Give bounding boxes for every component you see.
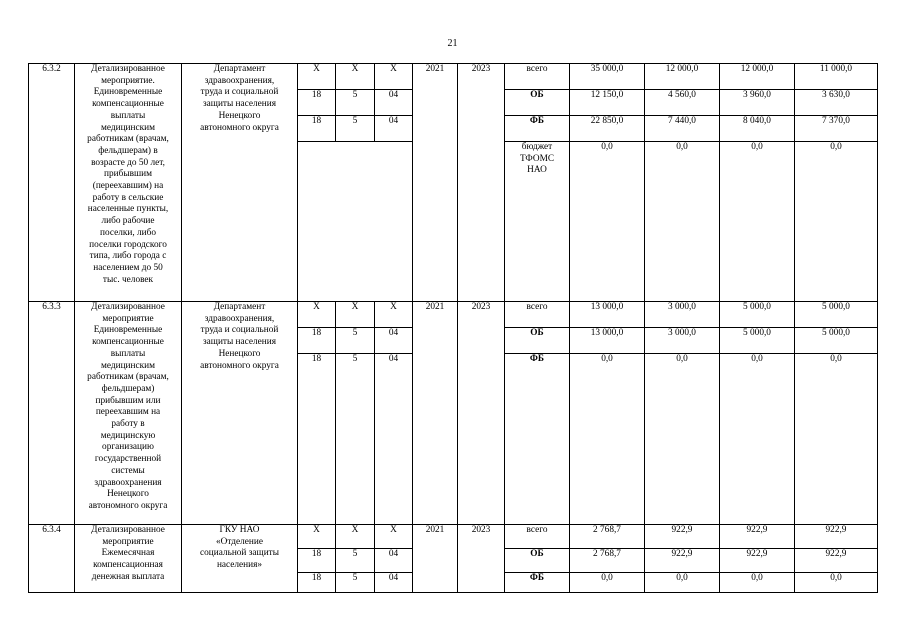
code-cell-empty <box>298 142 413 302</box>
funding-source: всего <box>505 525 570 549</box>
amount-total: 0,0 <box>570 573 645 593</box>
amount-2022: 0,0 <box>720 573 795 593</box>
year-end: 2023 <box>458 525 505 593</box>
amount-2021: 0,0 <box>645 573 720 593</box>
amount-2022: 922,9 <box>720 549 795 573</box>
code-cell: 18 <box>298 328 336 354</box>
amount-total: 12 150,0 <box>570 90 645 116</box>
responsible-executor: Департамент здравоохранения, труда и социальной защиты населения Ненецкого автономного округа <box>182 302 298 525</box>
code-cell: 18 <box>298 549 336 573</box>
table-row <box>29 525 878 549</box>
table-row <box>29 302 878 328</box>
code-cell: Х <box>336 64 375 90</box>
code-cell: 5 <box>336 573 375 593</box>
code-cell: Х <box>298 64 336 90</box>
amount-2023: 5 000,0 <box>795 302 878 328</box>
program-table <box>28 63 878 593</box>
amount-2022: 0,0 <box>720 354 795 525</box>
code-cell: Х <box>298 525 336 549</box>
code-cell: 18 <box>298 573 336 593</box>
code-cell: Х <box>336 302 375 328</box>
code-cell: 18 <box>298 90 336 116</box>
measure-description: Детализированное мероприятие Ежемесячная компенсационная денежная выплата <box>75 525 182 593</box>
amount-total: 2 768,7 <box>570 525 645 549</box>
amount-2023: 0,0 <box>795 142 878 302</box>
amount-total: 0,0 <box>570 354 645 525</box>
amount-2022: 5 000,0 <box>720 328 795 354</box>
amount-2023: 11 000,0 <box>795 64 878 90</box>
amount-total: 22 850,0 <box>570 116 645 142</box>
row-number: 6.3.4 <box>29 525 75 593</box>
amount-2021: 3 000,0 <box>645 328 720 354</box>
amount-2023: 922,9 <box>795 549 878 573</box>
year-start: 2021 <box>413 525 458 593</box>
row-number: 6.3.2 <box>29 64 75 302</box>
amount-2023: 3 630,0 <box>795 90 878 116</box>
row-number: 6.3.3 <box>29 302 75 525</box>
amount-2021: 3 000,0 <box>645 302 720 328</box>
code-cell: 5 <box>336 116 375 142</box>
code-cell: 18 <box>298 354 336 525</box>
funding-source: ФБ <box>505 354 570 525</box>
funding-source: бюджет ТФОМС НАО <box>505 142 570 302</box>
code-cell: 04 <box>375 116 413 142</box>
amount-2022: 5 000,0 <box>720 302 795 328</box>
code-cell: 04 <box>375 549 413 573</box>
year-start: 2021 <box>413 64 458 302</box>
amount-total: 35 000,0 <box>570 64 645 90</box>
code-cell: 5 <box>336 90 375 116</box>
code-cell: 5 <box>336 354 375 525</box>
funding-source: ОБ <box>505 90 570 116</box>
code-cell: Х <box>375 64 413 90</box>
amount-2023: 922,9 <box>795 525 878 549</box>
funding-source: всего <box>505 302 570 328</box>
code-cell: 04 <box>375 328 413 354</box>
funding-source: ОБ <box>505 549 570 573</box>
year-end: 2023 <box>458 302 505 525</box>
amount-total: 13 000,0 <box>570 302 645 328</box>
code-cell: 18 <box>298 116 336 142</box>
amount-2021: 7 440,0 <box>645 116 720 142</box>
amount-2021: 0,0 <box>645 354 720 525</box>
code-cell: Х <box>375 302 413 328</box>
code-cell: 04 <box>375 573 413 593</box>
table-row <box>29 64 878 90</box>
amount-2023: 0,0 <box>795 354 878 525</box>
amount-2023: 7 370,0 <box>795 116 878 142</box>
amount-2022: 0,0 <box>720 142 795 302</box>
amount-2022: 922,9 <box>720 525 795 549</box>
code-cell: Х <box>298 302 336 328</box>
code-cell: Х <box>375 525 413 549</box>
code-cell: 04 <box>375 354 413 525</box>
amount-2021: 922,9 <box>645 525 720 549</box>
amount-total: 2 768,7 <box>570 549 645 573</box>
amount-2022: 8 040,0 <box>720 116 795 142</box>
amount-2023: 0,0 <box>795 573 878 593</box>
responsible-executor: ГКУ НАО «Отделение социальной защиты населения» <box>182 525 298 593</box>
code-cell: Х <box>336 525 375 549</box>
code-cell: 5 <box>336 549 375 573</box>
amount-2021: 12 000,0 <box>645 64 720 90</box>
amount-2021: 4 560,0 <box>645 90 720 116</box>
funding-source: ОБ <box>505 328 570 354</box>
amount-2021: 0,0 <box>645 142 720 302</box>
amount-2021: 922,9 <box>645 549 720 573</box>
responsible-executor: Департамент здравоохранения, труда и социальной защиты населения Ненецкого автономного округа <box>182 64 298 302</box>
year-start: 2021 <box>413 302 458 525</box>
funding-source: ФБ <box>505 573 570 593</box>
amount-total: 13 000,0 <box>570 328 645 354</box>
amount-total: 0,0 <box>570 142 645 302</box>
amount-2022: 3 960,0 <box>720 90 795 116</box>
funding-source: всего <box>505 64 570 90</box>
year-end: 2023 <box>458 64 505 302</box>
code-cell: 04 <box>375 90 413 116</box>
funding-source: ФБ <box>505 116 570 142</box>
measure-description: Детализированное мероприятие Единовременные компенсационные выплаты медицинским работникам (врачам, фельдшерам) прибывшим или переехавшим на работу в медицинскую организацию государственной системы здравоохранения Ненецкого автономного округа <box>75 302 182 525</box>
code-cell: 5 <box>336 328 375 354</box>
measure-description: Детализированное мероприятие. Единовременные компенсационные выплаты медицинским работникам (врачам, фельдшерам) в возрасте до 50 лет, прибывшим (переехавшим) на работу в сельские населенные пункты, либо рабочие поселки, либо поселки городского типа, либо города с населением до 50 тыс. человек <box>75 64 182 302</box>
amount-2023: 5 000,0 <box>795 328 878 354</box>
amount-2022: 12 000,0 <box>720 64 795 90</box>
page-number: 21 <box>447 38 458 49</box>
